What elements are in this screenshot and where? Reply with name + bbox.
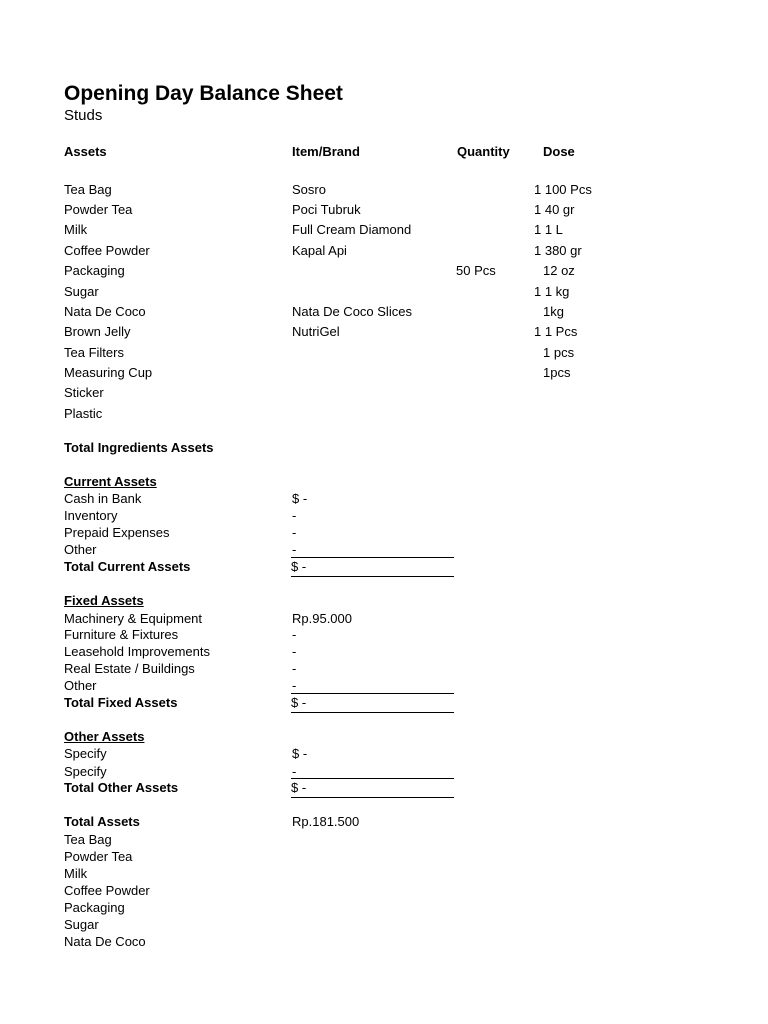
header-item-brand: Item/Brand — [292, 144, 360, 159]
fixed-assets-heading: Fixed Assets — [64, 593, 144, 608]
ingredient-asset: Brown Jelly — [64, 324, 131, 339]
header-assets: Assets — [64, 144, 107, 159]
fixed-asset-label: Real Estate / Buildings — [64, 661, 195, 676]
header-dose: Dose — [543, 144, 575, 159]
total-assets-item: Milk — [64, 866, 88, 881]
ingredient-asset: Packaging — [64, 263, 125, 278]
ingredient-brand: Kapal Api — [292, 243, 347, 258]
fixed-asset-value: Rp.95.000 — [292, 611, 352, 626]
total-assets-label: Total Assets — [64, 814, 140, 829]
ingredient-dose: 1pcs — [543, 365, 571, 380]
ingredient-dose: 1 1 kg — [534, 284, 570, 299]
fixed-asset-label: Leasehold Improvements — [64, 644, 210, 659]
ingredient-asset: Plastic — [64, 406, 103, 421]
total-other-assets-value: $ - — [291, 778, 454, 798]
current-asset-label: Prepaid Expenses — [64, 525, 170, 540]
other-asset-value: $ - — [292, 746, 308, 761]
total-current-assets-value: $ - — [291, 557, 454, 577]
ingredient-brand: Nata De Coco Slices — [292, 304, 412, 319]
ingredient-brand: NutriGel — [292, 324, 340, 339]
ingredient-dose: 1kg — [543, 304, 564, 319]
total-assets-item: Coffee Powder — [64, 883, 150, 898]
fixed-asset-label: Machinery & Equipment — [64, 611, 203, 626]
total-fixed-assets-value: $ - — [291, 693, 454, 713]
header-quantity: Quantity — [457, 144, 510, 159]
ingredient-asset: Coffee Powder — [64, 243, 150, 258]
current-asset-label: Other — [64, 542, 97, 557]
ingredient-dose: 1 pcs — [543, 345, 575, 360]
current-asset-value: $ - — [292, 491, 308, 506]
current-asset-value: - — [292, 542, 297, 557]
fixed-asset-label: Furniture & Fixtures — [64, 627, 179, 642]
ingredient-quantity: 50 Pcs — [456, 263, 496, 278]
current-asset-label: Inventory — [64, 508, 118, 523]
fixed-asset-label: Other — [64, 678, 97, 693]
ingredient-dose: 1 1 L — [534, 222, 563, 237]
ingredient-brand: Full Cream Diamond — [292, 222, 412, 237]
ingredient-asset: Milk — [64, 222, 88, 237]
page-title: Opening Day Balance Sheet — [64, 82, 343, 105]
fixed-asset-value: - — [292, 644, 297, 659]
total-assets-item: Packaging — [64, 900, 125, 915]
total-fixed-assets-label: Total Fixed Assets — [64, 695, 178, 710]
ingredient-dose: 1 380 gr — [534, 243, 582, 258]
current-asset-value: - — [292, 525, 297, 540]
ingredient-asset: Tea Bag — [64, 182, 112, 197]
other-assets-heading: Other Assets — [64, 729, 145, 744]
total-assets-item: Tea Bag — [64, 832, 112, 847]
other-asset-value: - — [292, 764, 297, 779]
ingredient-brand: Sosro — [292, 182, 326, 197]
ingredient-dose: 12 oz — [543, 263, 575, 278]
ingredient-asset: Powder Tea — [64, 202, 133, 217]
current-asset-label: Cash in Bank — [64, 491, 142, 506]
ingredient-brand: Poci Tubruk — [292, 202, 361, 217]
total-ingredients-label: Total Ingredients Assets — [64, 440, 214, 455]
ingredient-asset: Sugar — [64, 284, 99, 299]
fixed-asset-value: - — [292, 661, 297, 676]
total-assets-item: Nata De Coco — [64, 934, 146, 949]
current-assets-heading: Current Assets — [64, 474, 157, 489]
other-asset-label: Specify — [64, 746, 107, 761]
ingredient-asset: Measuring Cup — [64, 365, 153, 380]
ingredient-asset: Nata De Coco — [64, 304, 146, 319]
ingredient-dose: 1 100 Pcs — [534, 182, 592, 197]
fixed-asset-value: - — [292, 678, 297, 693]
total-current-assets-label: Total Current Assets — [64, 559, 191, 574]
page-subtitle: Studs — [64, 107, 103, 124]
ingredient-dose: 1 1 Pcs — [534, 324, 578, 339]
total-assets-value: Rp.181.500 — [292, 814, 360, 829]
other-asset-label: Specify — [64, 764, 107, 779]
ingredient-dose: 1 40 gr — [534, 202, 575, 217]
total-other-assets-label: Total Other Assets — [64, 780, 179, 795]
current-asset-value: - — [292, 508, 297, 523]
total-assets-item: Powder Tea — [64, 849, 133, 864]
ingredient-asset: Tea Filters — [64, 345, 124, 360]
total-assets-item: Sugar — [64, 917, 99, 932]
ingredient-asset: Sticker — [64, 385, 104, 400]
fixed-asset-value: - — [292, 627, 297, 642]
